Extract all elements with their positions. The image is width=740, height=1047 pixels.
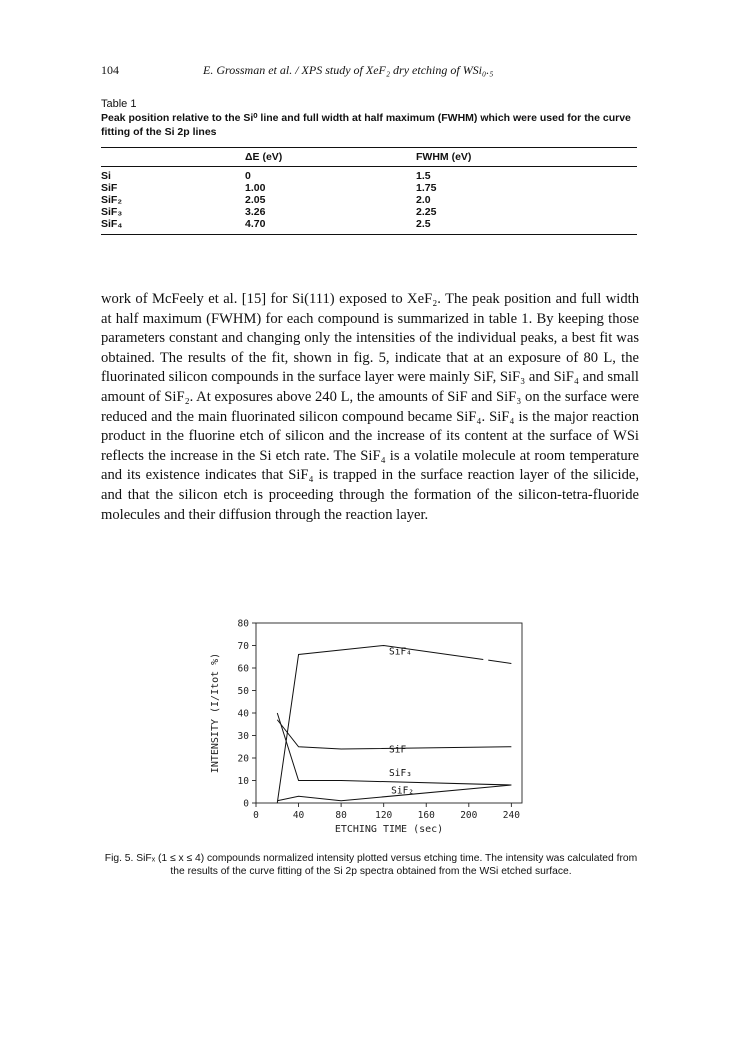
y-tick-label: 10 — [237, 776, 249, 787]
running-title: E. Grossman et al. / XPS study of XeF₂ dry etching of WSi₀.₅ — [203, 63, 494, 77]
table-cell: 0 — [245, 170, 251, 182]
table-header-cell: ΔE (eV) — [245, 148, 416, 167]
table-row — [101, 206, 637, 218]
etching-time-chart — [200, 617, 540, 844]
series-line — [277, 646, 483, 804]
y-axis-label: INTENSITY (I/Itot %) — [210, 652, 221, 774]
figure-caption: Fig. 5. SiFₓ (1 ≤ x ≤ 4) compounds normalized intensity plotted versus etching time. The intensity was calculated from the results of the curve fitting of the Si 2p spectra obtained from the WSi etched surface. — [104, 853, 638, 877]
table-cell: 2.5 — [416, 218, 637, 235]
table-cell: 2.0 — [416, 194, 431, 206]
table-cell: SiF₂ — [101, 194, 122, 206]
y-tick-label: 80 — [237, 618, 249, 630]
body-text — [101, 290, 639, 525]
table-description: Peak position relative to the Si⁰ line and full width at half maximum (FWHM) which were used for the curve fitting of the Si 2p lines — [101, 112, 631, 138]
table-row — [101, 194, 637, 206]
y-tick-label: 40 — [237, 708, 249, 720]
chart-series-group — [277, 646, 511, 804]
y-tick-label: 30 — [237, 731, 249, 742]
table-cell: Si — [101, 170, 111, 182]
table-caption — [101, 97, 641, 139]
table-cell: 1.75 — [416, 182, 437, 194]
y-tick-label: 70 — [237, 641, 249, 652]
y-tick-label: 0 — [243, 798, 249, 810]
series-label: SiF — [389, 744, 407, 756]
x-tick-label: 80 — [335, 810, 347, 821]
table-header-cell — [101, 148, 245, 167]
table-cell: 1.5 — [416, 170, 431, 182]
y-tick-label: 60 — [237, 663, 249, 675]
page-number: 104 — [101, 63, 119, 77]
y-tick-label: 50 — [237, 686, 249, 697]
table-row — [101, 218, 637, 235]
series-label: SiF₃ — [389, 768, 412, 779]
x-tick-label: 160 — [417, 810, 435, 821]
x-tick-label: 0 — [253, 810, 259, 821]
table-cell: 2.25 — [416, 206, 437, 218]
table-cell: 3.26 — [245, 206, 266, 218]
table-cell: SiF₃ — [101, 206, 123, 218]
table-cell: 4.70 — [245, 218, 416, 235]
table-row — [101, 182, 637, 194]
x-tick-label: 240 — [502, 810, 520, 821]
table-label: Table 1 — [101, 98, 137, 110]
body-paragraph: work of McFeely et al. [15] for Si(111) exposed to XeF₂. The peak position and full width at half maximum (FWHM) for each compound is summarized in table 1. By keeping those parameters constant and changing only the intensities of the individual peaks, a best fit was obtained. The results of the fit, shown in fig. 5, indicate that at an exposure of 80 L, the fluorinated silicon compounds in the surface layer were mainly SiF, SiF₃ and SiF₄ and small amount of SiF₂. At exposures above 240 L, the amounts of SiF and SiF₃ on the surface were reduced and the main fluorinated silicon compound became SiF₄. SiF₄ is the major reaction product in the fluorine etch of silicon and the increase of its content at the surface of WSi reflects the increase in the Si etch rate. The SiF₄ is a volatile molecule at room temperature and its existence indicates that SiF₄ is trapped in the surface reaction layer of the silicide, and that the silicon etch is proceeding through the formation of the silicon-tetra-fluoride molecules and their diffusion through the reaction layer. — [101, 291, 639, 523]
table-header-cell: FWHM (eV) — [416, 148, 637, 167]
table-row — [101, 167, 637, 183]
x-tick-label: 120 — [375, 810, 393, 821]
table-cell: 2.05 — [245, 194, 266, 206]
series-label: SiF₄ — [389, 646, 412, 658]
series-label: SiF₂ — [391, 785, 415, 797]
x-tick-label: 200 — [460, 810, 478, 821]
table-header-row — [101, 148, 637, 167]
table-cell: SiF — [101, 182, 118, 194]
table-cell: SiF₄ — [101, 218, 245, 235]
table-cell: 1.00 — [245, 182, 266, 194]
peak-parameter-table — [101, 147, 637, 235]
series-line-dashed-end — [488, 660, 511, 663]
x-tick-label: 40 — [292, 810, 305, 821]
y-tick-label: 20 — [237, 753, 249, 765]
chart-axes — [238, 619, 522, 822]
x-axis-label: ETCHING TIME (sec) — [334, 824, 444, 835]
